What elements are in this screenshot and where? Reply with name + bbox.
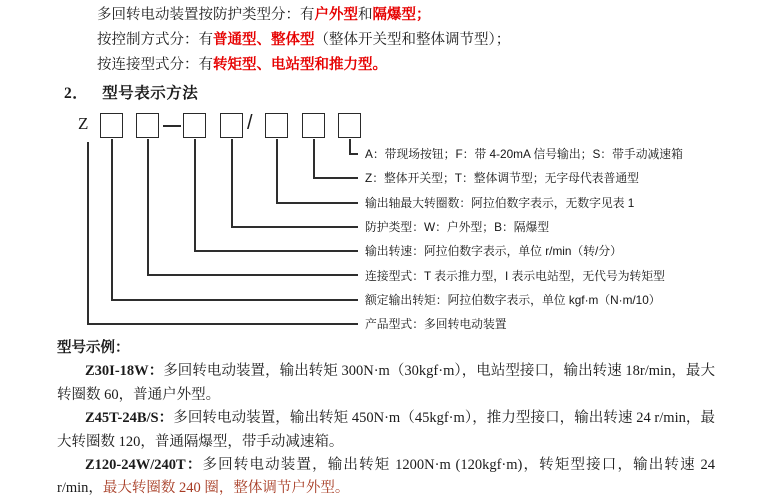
text-segment: 和 bbox=[358, 7, 373, 23]
section-number: 2． bbox=[64, 85, 89, 102]
code-box-1 bbox=[100, 113, 123, 138]
diagram-label-control-code: Z：整体开关型；T：整体调节型；无字母代表普通型 bbox=[365, 171, 639, 185]
example-paragraph-1 bbox=[57, 360, 715, 407]
diagram-label-max-turns: 输出轴最大转圈数：阿拉伯数字表示，无数字见表 1 bbox=[365, 196, 635, 210]
connector-horizontal-line bbox=[349, 153, 358, 155]
connector-horizontal-line bbox=[313, 177, 358, 179]
connector-vertical-line bbox=[231, 139, 233, 228]
example-text-2: 多回转电动装置，输出转矩 450N·m（45kgf·m），推力型接口，输出转速 24 r/min，最大转圈数 120，普通隔爆型，带手动减速箱。 bbox=[57, 410, 715, 450]
code-box-7 bbox=[338, 113, 361, 138]
text-segment: ； bbox=[416, 7, 431, 23]
example-text-1: 多回转电动装置，输出转矩 300N·m（30kgf·m），电站型接口，输出转速 18r/min，最大转圈数 60，普通户外型。 bbox=[57, 363, 715, 403]
connector-vertical-line bbox=[87, 142, 89, 325]
example-text-3-red: 最大转圈数 240 圈，整体调节户外型。 bbox=[102, 480, 350, 497]
diagram-label-connection-type: 连接型式：T 表示推力型，I 表示电站型，无代号为转矩型 bbox=[365, 269, 665, 283]
text-segment: 多回转电动装置按防护类型分：有 bbox=[97, 7, 315, 23]
text-segment: 户外型 bbox=[314, 7, 358, 23]
connector-vertical-line bbox=[147, 139, 149, 276]
text-segment: 转矩型、电站型和推力型 bbox=[213, 57, 373, 73]
diagram-label-product-type: 产品型式：多回转电动装置 bbox=[365, 317, 507, 331]
diagram-label-rated-torque: 额定输出转矩：阿拉伯数字表示，单位 kgf·m（N·m/10） bbox=[365, 293, 661, 307]
slash-separator: / bbox=[247, 112, 253, 134]
text-segment: 按控制方式分：有 bbox=[97, 32, 213, 48]
model-examples-section bbox=[57, 337, 715, 501]
diagram-label-accessory-code: A：带现场按钮；F：带 4-20mA 信号输出；S：带手动减速箱 bbox=[365, 147, 683, 161]
text-segment: 按连接型式分：有 bbox=[97, 57, 213, 73]
connector-horizontal-line bbox=[147, 274, 358, 276]
connector-horizontal-line bbox=[194, 250, 358, 252]
connector-horizontal-line bbox=[111, 299, 358, 301]
diagram-label-output-speed: 输出转速：阿拉伯数字表示，单位 r/min（转/分） bbox=[365, 244, 622, 258]
connector-vertical-line bbox=[276, 139, 278, 204]
text-segment: （整体开关型和整体调节型）； bbox=[314, 32, 511, 48]
model-prefix-letter: Z bbox=[78, 114, 89, 133]
example-model-3: Z120-24W/240T： bbox=[85, 457, 203, 474]
examples-heading: 型号示例： bbox=[57, 340, 130, 356]
connector-horizontal-line bbox=[87, 323, 358, 325]
code-box-3 bbox=[183, 113, 206, 138]
connector-horizontal-line bbox=[231, 226, 358, 228]
text-segment: 。 bbox=[372, 57, 387, 73]
connector-vertical-line bbox=[194, 139, 196, 252]
example-model-2: Z45T-24B/S： bbox=[85, 410, 174, 427]
text-segment: 普通型、整体型 bbox=[213, 32, 315, 48]
code-box-5 bbox=[265, 113, 288, 138]
section-title: 型号表示方法 bbox=[102, 85, 199, 102]
example-text-3: 多回转电动装置，输出转矩 1200N·m (120kgf·m)，转矩型接口，输出转速 24 r/min， bbox=[57, 457, 715, 497]
example-model-1: Z30I-18W： bbox=[85, 363, 164, 380]
connector-horizontal-line bbox=[276, 202, 358, 204]
example-paragraph-3 bbox=[57, 454, 715, 501]
dash-separator bbox=[163, 125, 181, 127]
example-paragraph-2 bbox=[57, 407, 715, 454]
connector-vertical-line bbox=[111, 139, 113, 301]
code-box-2 bbox=[136, 113, 159, 138]
code-box-4 bbox=[220, 113, 243, 138]
diagram-label-protection-type: 防护类型：W：户外型；B：隔爆型 bbox=[365, 220, 550, 234]
text-segment: 隔爆型 bbox=[372, 7, 416, 23]
connector-vertical-line bbox=[313, 139, 315, 179]
code-box-6 bbox=[302, 113, 325, 138]
